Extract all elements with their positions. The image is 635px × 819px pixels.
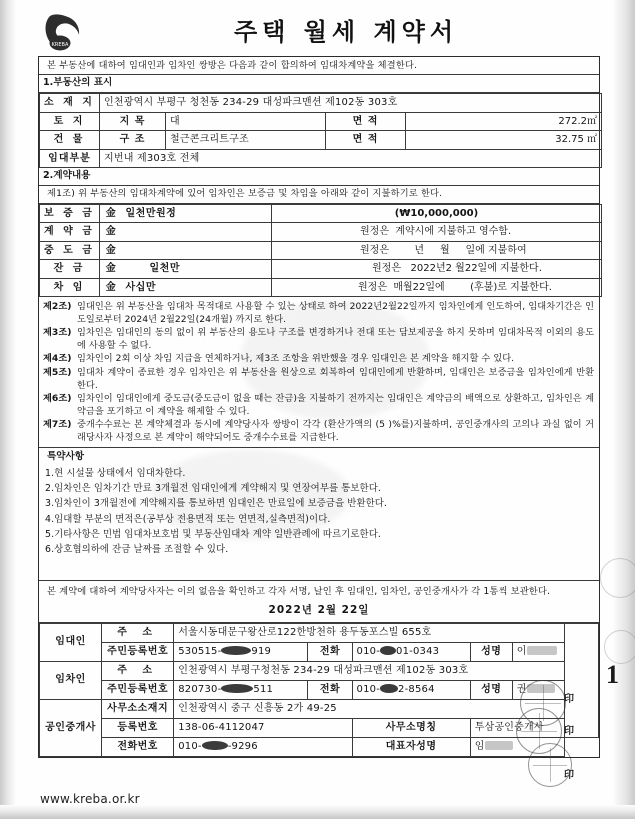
money-row-geum: 金 <box>100 204 122 223</box>
special-term-item: 2.임차인은 임차기간 만료 3개월전 임대인에게 계약해지 및 연장여부를 통보한다. <box>45 483 381 495</box>
lessee-address-label: 주 소 <box>102 661 174 680</box>
money-row-tail: 원정은 2022년2 월22일에 지불한다. <box>272 260 602 279</box>
page-number: 1 <box>606 660 619 689</box>
land-area-label: 면 적 <box>326 112 406 131</box>
table-row <box>40 680 599 699</box>
svg-text:KREBA: KREBA <box>51 42 69 48</box>
broker-registration-value: 138-06-4112047 <box>174 718 352 737</box>
clause-number: 제6조) <box>43 392 72 404</box>
broker-office-address-label: 사무소소재지 <box>102 699 174 718</box>
lessee-phone-suffix: 2-8564 <box>398 683 435 695</box>
clause-item <box>43 352 594 365</box>
table-row <box>40 718 599 737</box>
land-area-value: 272.2㎡ <box>406 112 602 131</box>
seal-mark: 印 <box>564 694 574 705</box>
seal-mark: 印 <box>564 770 574 781</box>
clause-text: 임차인이 2회 이상 차임 지급을 연체하거나, 제3조 조항을 위반했을 경우 임대인은 본 계약을 해지할 수 있다. <box>77 353 515 365</box>
broker-phone-suffix: -9296 <box>227 740 258 752</box>
broker-rep-name-label: 대표자성명 <box>352 737 470 756</box>
lessor-id-suffix: 919 <box>251 645 272 657</box>
clause-number: 제5조) <box>43 366 72 378</box>
table-row <box>40 623 599 642</box>
special-terms-list <box>39 465 599 581</box>
lessor-phone-label: 전화 <box>308 642 352 661</box>
money-row-label: 차 임 <box>40 278 100 297</box>
broker-phone-prefix: 010- <box>178 740 202 752</box>
special-terms-heading: 특약사항 <box>47 450 85 462</box>
lessor-address-label: 주 소 <box>102 623 174 642</box>
lessor-party-label: 임대인 <box>40 623 102 661</box>
clause-text: 임차인은 임대인의 동의 없이 위 부동산의 용도나 구조를 변경하거나 전대 또는 담보제공을 하지 못하며 임대차목적 이외의 용도에 사용할 수 없다. <box>77 327 594 352</box>
money-row <box>40 260 602 279</box>
money-row-amount-korean <box>122 241 272 260</box>
leased-part-value: 지번내 제303호 전체 <box>100 149 602 168</box>
lessor-name-text: 이 <box>516 645 527 657</box>
lessee-name-label: 성명 <box>470 680 512 699</box>
clause-item <box>43 392 594 418</box>
clause-text: 임대인은 위 부동산을 임대차 목적대로 사용할 수 있는 상태로 하여 2022년2월22일까지 임차인에게 인도하여, 임대차기간은 인도일로부터 2024년 2월22일(24개월) 까지로 한다. <box>77 301 594 326</box>
footer-url: www.kreba.or.kr <box>40 792 140 806</box>
lessor-phone-value <box>352 642 470 661</box>
money-row-label: 중 도 금 <box>40 241 100 260</box>
seal-column <box>564 623 598 737</box>
clause-number: 제3조) <box>43 327 72 339</box>
broker-registration-label: 등록번호 <box>102 718 174 737</box>
broker-phone-label: 전화번호 <box>102 737 174 756</box>
clause-item <box>43 326 594 352</box>
signature-table <box>39 623 599 757</box>
article1-text: 제1조) 위 부동산의 임대차계약에 있어 임차인은 보증금 및 차임을 아래와 같이 지불하기로 한다. <box>39 186 599 203</box>
clauses-list <box>39 297 599 448</box>
building-area-label: 면 적 <box>326 131 406 150</box>
redaction-blob <box>380 684 398 693</box>
money-row <box>40 204 602 223</box>
money-row-tail: (₩10,000,000) <box>272 204 602 223</box>
lessor-id-label: 주민등록번호 <box>102 642 174 661</box>
lessor-phone-suffix: 01-0343 <box>396 645 440 657</box>
lessee-phone-prefix: 010- <box>356 683 381 695</box>
contract-date: 2022년 2월 22일 <box>39 600 599 622</box>
money-row-label: 보 증 금 <box>40 204 100 223</box>
money-row-amount-korean <box>122 223 272 242</box>
clause-number: 제4조) <box>43 353 72 365</box>
building-structure-value: 철근콘크리트구조 <box>166 131 326 150</box>
redaction-blob <box>221 684 253 693</box>
lessee-phone-label: 전화 <box>308 680 352 699</box>
land-category-label: 지 목 <box>100 112 166 131</box>
lessee-address-value: 인천광역시 부평구청천동 234-29 대성파크맨션 제102동 303호 <box>174 661 565 680</box>
table-row <box>40 94 602 113</box>
redaction-blob <box>221 646 251 655</box>
margin-ghost-seal <box>604 630 635 664</box>
clause-number: 제2조) <box>43 301 72 313</box>
money-row-label: 잔 금 <box>40 260 100 279</box>
lessee-id-prefix: 820730- <box>178 683 222 695</box>
money-row-geum: 金 <box>100 278 122 297</box>
location-value: 인천광역시 부평구 청천동 234-29 대성파크맨션 제102동 303호 <box>100 94 602 113</box>
money-row <box>40 241 602 260</box>
clause-item <box>43 300 594 326</box>
table-row <box>40 642 599 661</box>
scan-edge-bottom <box>0 805 635 819</box>
section2-heading: 2.계약내용 <box>39 168 599 186</box>
lessee-id-suffix: 511 <box>253 683 274 695</box>
seal-mark: 印 <box>564 726 574 737</box>
page-title: 주택 월세 계약서 <box>234 18 458 46</box>
building-structure-label: 구 조 <box>100 131 166 150</box>
money-table <box>39 204 602 298</box>
redaction-blob <box>527 646 557 655</box>
clause-text: 임대차 계약이 종료한 경우 임차인은 위 부동산을 원상으로 회복하여 임대인에게 반환하며, 임대인은 보증금을 임차인에게 반환한다. <box>77 366 594 391</box>
clause-text: 임차인이 임대인에게 중도금(중도금이 없을 때는 잔금)을 지불하기 전까지는 임대인은 계약금의 배액으로 상환하고, 임차인은 계약금을 포기하고 이 계약을 해제할 수 있다. <box>77 392 594 417</box>
lessee-phone-value <box>352 680 470 699</box>
money-row-amount-korean: 일천만원정 <box>122 204 272 223</box>
money-row-label: 계 약 금 <box>40 223 100 242</box>
money-row-amount-korean: 일천만 <box>122 260 272 279</box>
lessor-address-value: 서울시동대문구왕산로122한방천하 용두동포스빌 655호 <box>174 623 565 642</box>
broker-party-label: 공인중개사 <box>40 699 102 756</box>
property-table <box>39 93 602 168</box>
lessee-id-label: 주민등록번호 <box>102 680 174 699</box>
special-term-item: 6.상호협의하에 잔금 날짜를 조절할 수 있다. <box>45 544 229 556</box>
building-label: 건 물 <box>40 131 100 150</box>
table-row <box>40 112 602 131</box>
document-header <box>16 6 613 56</box>
scan-edge-right <box>613 0 635 819</box>
clause-number: 제7조) <box>43 418 72 430</box>
table-row <box>40 699 599 718</box>
lessor-name-label: 성명 <box>470 642 512 661</box>
money-row-tail: 원정은 계약시에 지불하고 영수함. <box>272 223 602 242</box>
broker-rep-name-text: 임 <box>474 740 485 752</box>
location-label: 소 재 지 <box>40 94 100 113</box>
table-row <box>40 737 599 756</box>
special-term-item: 5.기타사항은 민법 임대차보호법 및 부동산임대차 계약 일반관례에 따르기로한다. <box>45 528 381 540</box>
scan-edge-left <box>0 0 16 819</box>
money-rows <box>40 204 602 297</box>
broker-phone-value <box>174 737 352 756</box>
lessor-id-prefix: 530515- <box>178 645 222 657</box>
money-row-tail: 원정은 년 월 일에 지불하여 <box>272 241 602 260</box>
money-row-amount-korean: 사십만 <box>122 278 272 297</box>
confirmation-text: 본 계약에 대하여 계약당사자는 이의 없음을 확인하고 각자 서명, 날인 후 임대인, 임차인, 공인중개사가 각 1통씩 보관한다. <box>47 585 550 597</box>
clause-item <box>43 366 594 392</box>
land-label: 토 지 <box>40 112 100 131</box>
clause-text: 중개수수료는 본 계약체결과 동시에 계약당사자 쌍방이 각각 (환산가액의 (5 )%를)지불하며, 공인중개사의 고의나 과실 없이 거래당사자 사정으로 본 계약이 해약되어도 중개수수료를 지급한다. <box>77 418 594 443</box>
money-row <box>40 223 602 242</box>
redaction-blob <box>202 741 228 750</box>
contract-frame <box>38 56 600 758</box>
special-term-item: 4.임대할 부분의 면적은(공부상 전용면적 또는 연면적,실측면적)이다. <box>45 513 331 525</box>
special-term-item: 1.현 시설물 상태에서 임대차한다. <box>45 467 186 479</box>
kreba-logo-icon <box>40 12 86 52</box>
broker-office-name-label: 사무소명칭 <box>352 718 470 737</box>
broker-office-name-value: 투삼공인중개사 <box>470 718 564 737</box>
lessee-id-value <box>174 680 308 699</box>
money-row-geum: 金 <box>100 223 122 242</box>
land-category-value: 대 <box>166 112 326 131</box>
lessor-id-value <box>174 642 308 661</box>
money-row-geum: 金 <box>100 260 122 279</box>
section1-heading: 1.부동산의 표시 <box>39 75 599 93</box>
lessee-name-text: 권 <box>516 683 527 695</box>
lessor-phone-prefix: 010- <box>356 645 381 657</box>
money-row-geum: 金 <box>100 241 122 260</box>
clause-item <box>43 418 594 444</box>
leased-part-label: 임대부분 <box>40 149 100 168</box>
broker-office-address-value: 인천광역시 중구 신흥동 2가 49-25 <box>174 699 565 718</box>
intro-text: 본 부동산에 대하여 임대인과 임차인 쌍방은 다음과 같이 합의하여 임대차계약을 체결한다. <box>39 57 599 75</box>
table-row <box>40 149 602 168</box>
special-term-item: 3.임차인이 3개월전에 계약해지를 통보하면 임대인은 만료일에 보증금을 반환한다. <box>45 498 388 510</box>
lessee-party-label: 임차인 <box>40 661 102 699</box>
redaction-blob <box>485 741 513 750</box>
table-row <box>40 131 602 150</box>
money-row-tail: 원정은 매월22일에 (후불)로 지불한다. <box>272 278 602 297</box>
margin-ghost-seal <box>600 558 635 598</box>
building-area-value: 32.75 ㎡ <box>406 131 602 150</box>
money-row <box>40 278 602 297</box>
redaction-blob <box>380 646 396 655</box>
table-row <box>40 661 599 680</box>
